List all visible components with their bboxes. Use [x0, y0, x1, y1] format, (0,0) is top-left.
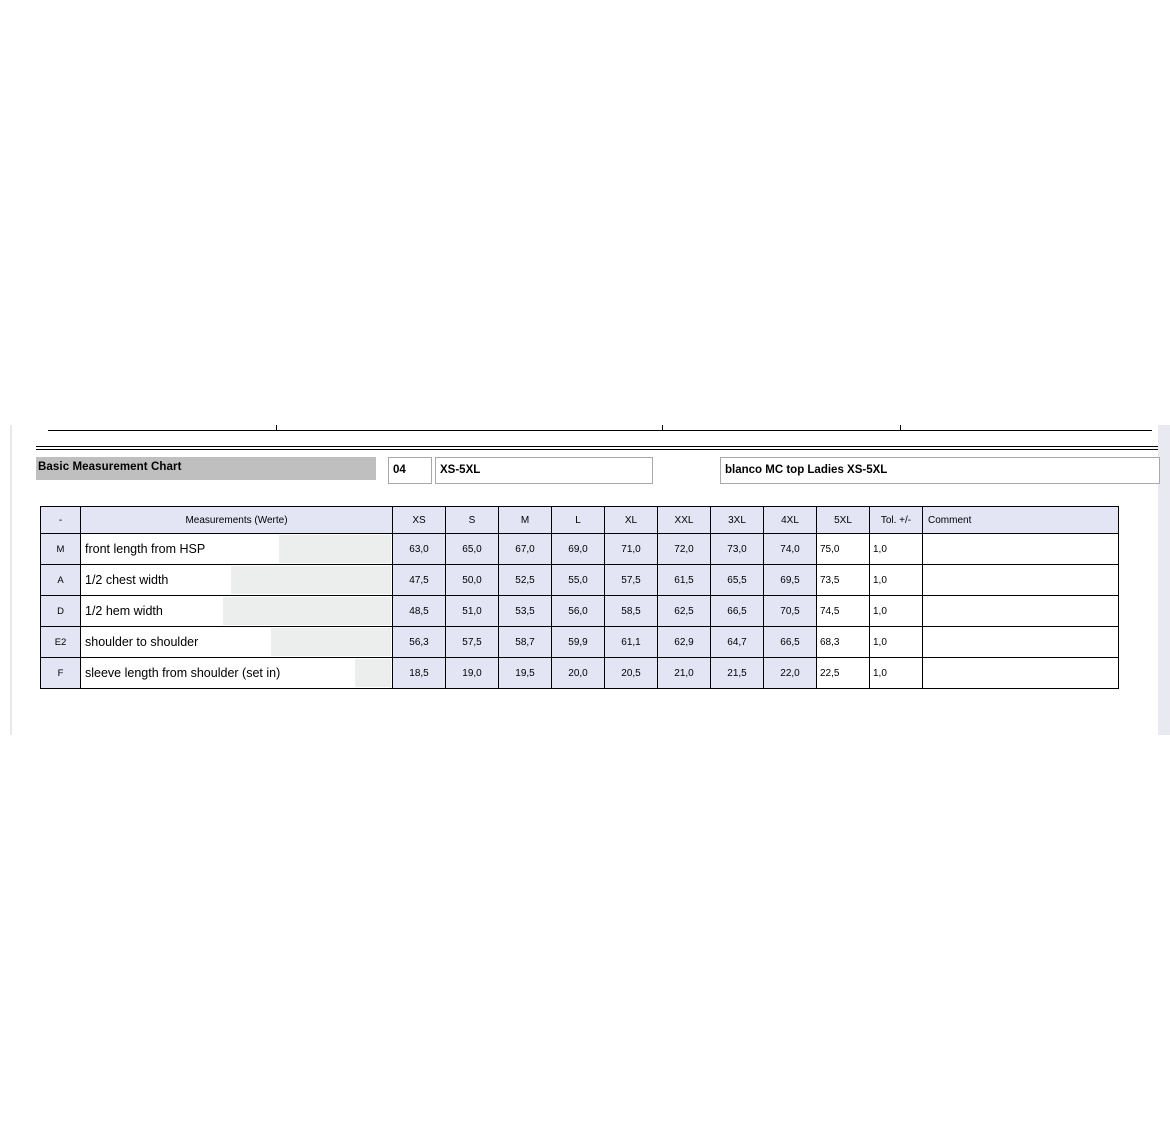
value-3xl[interactable]: 21,5: [711, 658, 764, 689]
value-5xl[interactable]: 75,0: [817, 534, 870, 565]
table-row: [41, 565, 1119, 596]
header-size-xl: XL: [605, 507, 658, 534]
header-code: -: [41, 507, 81, 534]
header-size-l: L: [552, 507, 605, 534]
value-4xl[interactable]: 70,5: [764, 596, 817, 627]
value-xxl[interactable]: 62,9: [658, 627, 711, 658]
value-xs[interactable]: 56,3: [393, 627, 446, 658]
value-l[interactable]: 20,0: [552, 658, 605, 689]
row-measurement[interactable]: sleeve length from shoulder (set in): [81, 658, 393, 689]
value-xs[interactable]: 18,5: [393, 658, 446, 689]
value-m[interactable]: 58,7: [499, 627, 552, 658]
value-xl[interactable]: 57,5: [605, 565, 658, 596]
value-l[interactable]: 59,9: [552, 627, 605, 658]
value-xxl[interactable]: 21,0: [658, 658, 711, 689]
table-row: [41, 596, 1119, 627]
table-row: [41, 627, 1119, 658]
header-size-m: M: [499, 507, 552, 534]
top-rule-tick-2: [662, 425, 663, 431]
table-header-row: [41, 507, 1119, 534]
value-xxl[interactable]: 61,5: [658, 565, 711, 596]
value-4xl[interactable]: 66,5: [764, 627, 817, 658]
row-tolerance[interactable]: 1,0: [870, 565, 923, 596]
value-s[interactable]: 65,0: [446, 534, 499, 565]
value-m[interactable]: 53,5: [499, 596, 552, 627]
table-row: [41, 658, 1119, 689]
row-comment[interactable]: [923, 627, 1119, 658]
header-size-3xl: 3XL: [711, 507, 764, 534]
size-range-field[interactable]: XS-5XL: [435, 457, 653, 484]
header-tolerance: Tol. +/-: [870, 507, 923, 534]
value-3xl[interactable]: 65,5: [711, 565, 764, 596]
row-measurement[interactable]: 1/2 chest width: [81, 565, 393, 596]
section-divider-upper: [36, 446, 1158, 447]
value-5xl[interactable]: 68,3: [817, 627, 870, 658]
row-code: E2: [41, 627, 81, 658]
header-measurements: Measurements (Werte): [81, 507, 393, 534]
section-divider-lower: [36, 449, 1158, 450]
value-l[interactable]: 69,0: [552, 534, 605, 565]
value-xs[interactable]: 48,5: [393, 596, 446, 627]
value-m[interactable]: 52,5: [499, 565, 552, 596]
row-measurement[interactable]: front length from HSP: [81, 534, 393, 565]
top-rule-tick-3: [900, 425, 901, 431]
top-rule-tick-1: [276, 425, 277, 431]
row-comment[interactable]: [923, 596, 1119, 627]
value-xl[interactable]: 71,0: [605, 534, 658, 565]
value-xl[interactable]: 58,5: [605, 596, 658, 627]
row-tolerance[interactable]: 1,0: [870, 534, 923, 565]
value-xs[interactable]: 63,0: [393, 534, 446, 565]
row-code: A: [41, 565, 81, 596]
value-4xl[interactable]: 74,0: [764, 534, 817, 565]
value-s[interactable]: 19,0: [446, 658, 499, 689]
row-measurement[interactable]: 1/2 hem width: [81, 596, 393, 627]
row-tolerance[interactable]: 1,0: [870, 627, 923, 658]
header-size-xs: XS: [393, 507, 446, 534]
header-size-xxl: XXL: [658, 507, 711, 534]
field-fill: [279, 535, 391, 563]
field-fill: [271, 628, 391, 656]
row-comment[interactable]: [923, 565, 1119, 596]
row-code: D: [41, 596, 81, 627]
value-3xl[interactable]: 73,0: [711, 534, 764, 565]
row-tolerance[interactable]: 1,0: [870, 658, 923, 689]
value-xs[interactable]: 47,5: [393, 565, 446, 596]
value-3xl[interactable]: 64,7: [711, 627, 764, 658]
style-description-field[interactable]: blanco MC top Ladies XS-5XL: [720, 457, 1160, 484]
value-5xl[interactable]: 74,5: [817, 596, 870, 627]
chart-title: Basic Measurement Chart: [36, 457, 376, 480]
row-code: F: [41, 658, 81, 689]
value-l[interactable]: 55,0: [552, 565, 605, 596]
value-3xl[interactable]: 66,5: [711, 596, 764, 627]
field-fill: [231, 566, 391, 594]
value-xxl[interactable]: 62,5: [658, 596, 711, 627]
value-m[interactable]: 19,5: [499, 658, 552, 689]
header-size-4xl: 4XL: [764, 507, 817, 534]
field-fill: [355, 659, 391, 687]
value-4xl[interactable]: 69,5: [764, 565, 817, 596]
value-m[interactable]: 67,0: [499, 534, 552, 565]
value-s[interactable]: 51,0: [446, 596, 499, 627]
value-4xl[interactable]: 22,0: [764, 658, 817, 689]
header-size-5xl: 5XL: [817, 507, 870, 534]
row-code: M: [41, 534, 81, 565]
header-comment: Comment: [923, 507, 1119, 534]
top-rule: [48, 430, 1152, 431]
measurement-table: [40, 506, 1119, 689]
header-size-s: S: [446, 507, 499, 534]
page-left-edge: [10, 425, 12, 735]
chart-number-field[interactable]: 04: [388, 457, 432, 484]
value-xl[interactable]: 20,5: [605, 658, 658, 689]
row-comment[interactable]: [923, 534, 1119, 565]
value-s[interactable]: 57,5: [446, 627, 499, 658]
row-comment[interactable]: [923, 658, 1119, 689]
table-row: [41, 534, 1119, 565]
value-xxl[interactable]: 72,0: [658, 534, 711, 565]
field-fill: [223, 597, 391, 625]
value-s[interactable]: 50,0: [446, 565, 499, 596]
row-tolerance[interactable]: 1,0: [870, 596, 923, 627]
value-5xl[interactable]: 73,5: [817, 565, 870, 596]
row-measurement[interactable]: shoulder to shoulder: [81, 627, 393, 658]
value-l[interactable]: 56,0: [552, 596, 605, 627]
value-xl[interactable]: 61,1: [605, 627, 658, 658]
value-5xl[interactable]: 22,5: [817, 658, 870, 689]
